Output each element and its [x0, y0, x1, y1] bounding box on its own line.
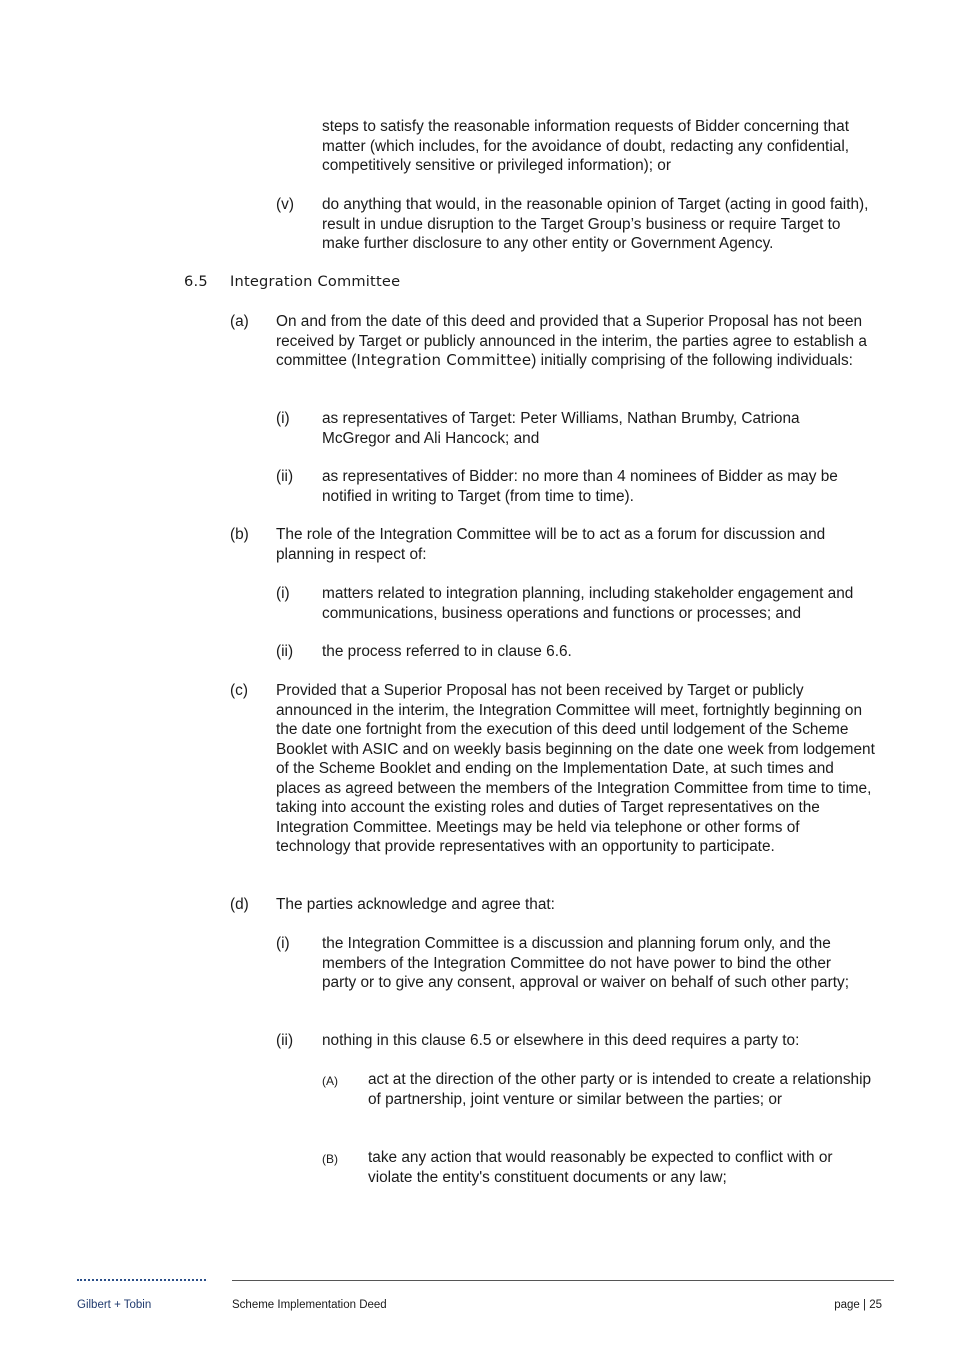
- clause-d-text: The parties acknowledge and agree that:: [276, 896, 555, 913]
- clause-6-4-v-text: do anything that would, in the reasonable opinion of Target (acting in good faith), result in undue disruption to the Target Group’s business or require Target to make further disclosure to any other entity or Government Agency.: [322, 196, 869, 252]
- footer-rule: [232, 1280, 894, 1281]
- clause-a-ii-text: as representatives of Bidder: no more than 4 nominees of Bidder as may be notified in writing to Target (from time to time).: [322, 468, 838, 505]
- clause-d-ii-text: nothing in this clause 6.5 or elsewhere in this deed requires a party to:: [322, 1032, 800, 1049]
- clause-a-text-after: ) initially comprising of the following individuals:: [531, 352, 853, 369]
- section-heading: Integration Committee: [230, 273, 401, 290]
- clause-d-i-number: (i): [276, 935, 290, 952]
- footer-document-title: Scheme Implementation Deed: [232, 1299, 387, 1311]
- clause-a-i-number: (i): [276, 410, 290, 427]
- footer-firm-name: Gilbert + Tobin: [77, 1299, 152, 1311]
- clause-d-ii-A-number: (A): [322, 1074, 338, 1088]
- clause-a-i-text: as representatives of Target: Peter Williams, Nathan Brumby, Catriona McGregor and Ali Hancock; and: [322, 410, 800, 447]
- clause-6-4-iv-continuation: steps to satisfy the reasonable information requests of Bidder concerning that matter (which includes, for the avoidance of doubt, redacting any confidential, competitively sensitive or privileged information); or: [322, 118, 850, 174]
- clause-a-text-before: On and from the date of this deed and provided that a Superior Proposal has not been received by Target or publicly announced in the interim, the parties agree to establish a committee (: [276, 313, 867, 369]
- clause-d-ii-B-number: (B): [322, 1152, 338, 1166]
- clause-b-text: The role of the Integration Committee will be to act as a forum for discussion and planning in respect of:: [276, 526, 826, 563]
- section-number: 6.5: [184, 273, 208, 290]
- clause-a-ii-number: (ii): [276, 468, 294, 485]
- clause-c-text: Provided that a Superior Proposal has not been received by Target or publicly announced in the interim, the Integration Committee will meet, fortnightly beginning on the date one fortnight from the execution of this deed until lodgement of the Scheme Booklet with ASIC and on weekly basis beginning on the date one week from lodgement of the Scheme Booklet and ending on the Implementation Date, at such times and places as agreed between the members of the Integration Committee from time to time, taking into account the existing roles and duties of Target representatives on the Integration Committee. Meetings may be held via telephone or other forms of technology that provide representatives with an opportunity to participate.: [276, 682, 875, 855]
- footer-dotted-rule: [77, 1279, 206, 1281]
- clause-b-i-text: matters related to integration planning, including stakeholder engagement and communications, business operations and functions or processes; and: [322, 585, 854, 622]
- clause-b-ii-text: the process referred to in clause 6.6.: [322, 643, 572, 660]
- clause-b-i-number: (i): [276, 585, 290, 602]
- clause-a-number: (a): [230, 313, 249, 330]
- clause-d-ii-A-text: act at the direction of the other party or is intended to create a relationship of partnership, joint venture or similar between the parties; or: [368, 1071, 872, 1108]
- clause-d-number: (d): [230, 896, 249, 913]
- clause-c-number: (c): [230, 682, 248, 699]
- clause-a-text: [276, 312, 876, 371]
- clause-6-4-v-number: (v): [276, 196, 294, 213]
- defined-term-integration-committee: Integration Committee: [356, 351, 532, 369]
- clause-d-ii-number: (ii): [276, 1032, 294, 1049]
- clause-b-ii-number: (ii): [276, 643, 294, 660]
- clause-d-i-text: the Integration Committee is a discussion and planning forum only, and the members of the Integration Committee do not have power to bind the other party or to give any consent, approval or waiver on behalf of such other party;: [322, 935, 849, 991]
- footer-page-number: page | 25: [834, 1299, 882, 1311]
- clause-b-number: (b): [230, 526, 249, 543]
- clause-d-ii-B-text: take any action that would reasonably be expected to conflict with or violate the entity's constituent documents or any law;: [368, 1149, 833, 1186]
